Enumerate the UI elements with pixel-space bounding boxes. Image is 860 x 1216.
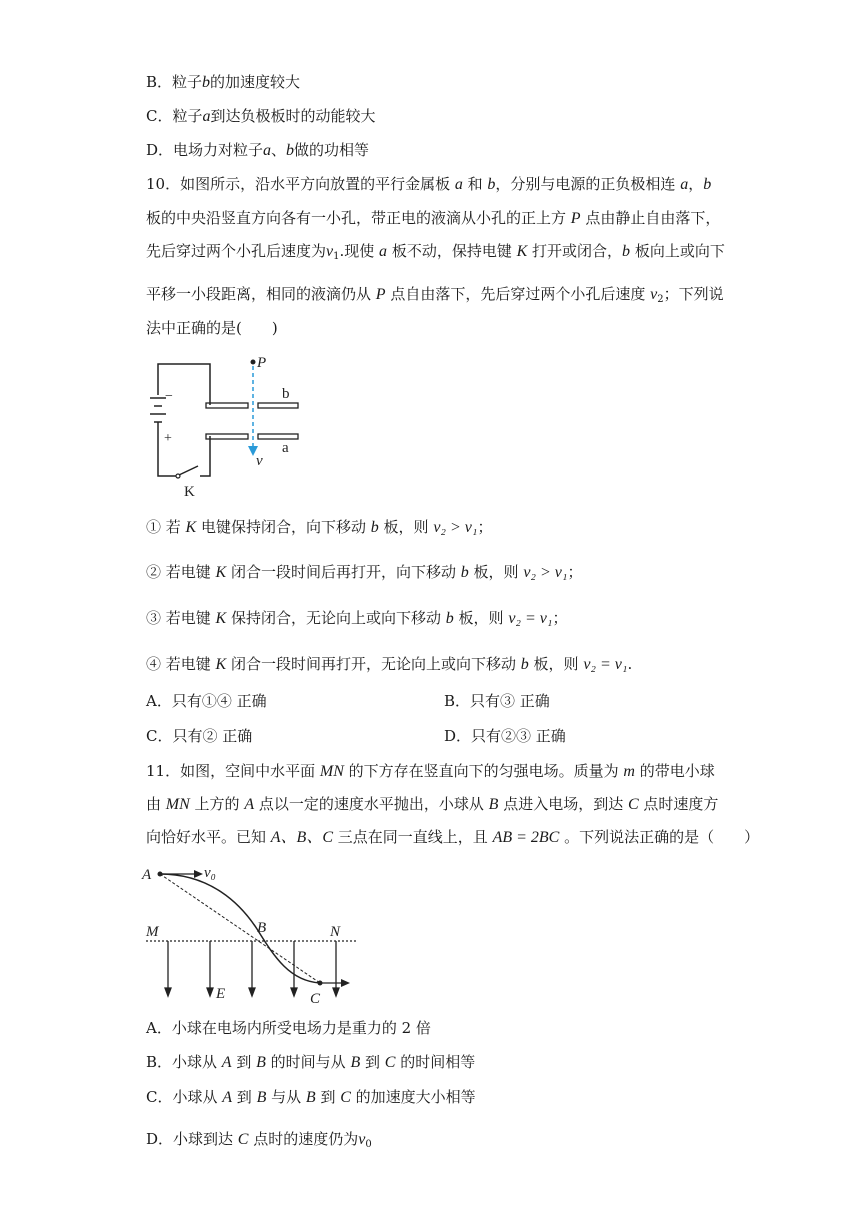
var: K	[215, 656, 227, 673]
q11-option-b	[146, 1052, 475, 1073]
switch-k-label: K	[184, 484, 195, 500]
text: .	[627, 655, 633, 673]
battery-plus-label: +	[164, 431, 172, 446]
text: 先后穿过两个小孔后速度为	[146, 242, 327, 260]
subscript: 0	[365, 1139, 372, 1150]
var: C	[237, 1131, 249, 1148]
text: ① 若	[146, 518, 186, 536]
text: 做的功相等	[294, 141, 370, 159]
text: 点自由落下，先后穿过两个小孔后速度	[385, 285, 651, 303]
text: 打开或闭合，	[527, 242, 623, 260]
var: a	[202, 108, 211, 125]
label-e: E	[216, 986, 226, 1002]
var: a	[379, 243, 388, 260]
var: MN	[319, 763, 344, 780]
text: 到	[360, 1053, 385, 1071]
var: a	[454, 176, 463, 193]
text: 的加速度较大	[210, 73, 301, 91]
q10-stem-line-1	[146, 174, 711, 195]
text: .现使	[339, 242, 380, 260]
var: v	[358, 1131, 366, 1148]
q11-stem-line-2	[146, 794, 718, 815]
q10-statement-1	[146, 517, 492, 538]
label-n: N	[330, 924, 341, 940]
var: b	[703, 176, 712, 193]
q10-stem-line-2	[146, 208, 720, 229]
text: 点以一定的速度水平抛出，小球从	[254, 795, 489, 813]
text: ；	[552, 609, 568, 627]
q10-capacitor-figure	[148, 350, 308, 500]
text: 11．如图，空间中水平面	[146, 762, 320, 780]
text: 保持闭合，无论向上或向下移动	[226, 609, 446, 627]
q11-stem-line-1	[146, 761, 715, 782]
text: D．小球到达	[146, 1130, 238, 1148]
var: K	[185, 519, 197, 536]
text: ，分别与电源的正负极相连	[495, 175, 681, 193]
text: 电键保持闭合，向下移动	[196, 518, 371, 536]
q11-option-d	[146, 1129, 372, 1155]
plate-b-left	[206, 403, 248, 408]
text: C．粒子	[146, 107, 203, 125]
text: 板，则	[528, 655, 584, 673]
text: ，	[688, 175, 704, 193]
q10-stem-line-3	[146, 241, 725, 267]
var: K	[215, 610, 227, 627]
label-a: A	[142, 867, 152, 883]
q10-stem-line-4	[146, 284, 724, 310]
var: B	[350, 1054, 361, 1071]
text: 由	[146, 795, 166, 813]
text: 点时的速度仍为	[248, 1130, 359, 1148]
text: 的时间相等	[395, 1053, 476, 1071]
text: 的加速度大小相等	[350, 1088, 476, 1106]
var: b	[487, 176, 496, 193]
label-v0: v₀	[204, 865, 216, 881]
text: 板，则	[468, 563, 524, 581]
text: ② 若电键	[146, 563, 216, 581]
q11-trajectory-figure	[140, 858, 365, 1003]
text: 板，则	[453, 609, 509, 627]
var: A	[244, 796, 255, 813]
text: 闭合一段时间后再打开，向下移动	[226, 563, 461, 581]
var: v	[650, 286, 658, 303]
text: 点时速度方	[638, 795, 719, 813]
var: A	[222, 1089, 233, 1106]
q10-statement-2	[146, 562, 582, 583]
text: 到	[315, 1088, 341, 1106]
plate-a-right	[258, 434, 298, 439]
q11-option-c	[146, 1087, 476, 1108]
var: b	[520, 656, 529, 673]
plate-b-right	[258, 403, 298, 408]
plate-b-label: b	[282, 386, 290, 402]
text: ④ 若电键	[146, 655, 216, 673]
formula: v₂ = v₁	[508, 610, 553, 627]
text: 到	[231, 1053, 257, 1071]
text: 点进入电场，到达	[498, 795, 628, 813]
var: P	[375, 286, 386, 303]
var: a	[680, 176, 689, 193]
var: A、B、C	[270, 829, 334, 846]
var: v	[326, 243, 334, 260]
velocity-v-label: v	[256, 453, 263, 469]
text: 闭合一段时间再打开，无论向上或向下移动	[226, 655, 521, 673]
text: C．小球从	[146, 1088, 223, 1106]
var: C	[384, 1054, 396, 1071]
q9-option-b	[146, 72, 300, 93]
text: ；下列说	[663, 285, 724, 303]
text: 的带电小球	[634, 762, 715, 780]
formula: v₂ = v₁	[583, 656, 628, 673]
q10-option-d: D．只有②③ 正确	[444, 727, 566, 745]
text: 。下列说法正确的是（ ）	[559, 828, 760, 846]
var: b	[370, 519, 379, 536]
q10-statement-4	[146, 654, 632, 675]
text: 点由静止自由落下，	[585, 209, 721, 227]
label-c: C	[310, 991, 321, 1003]
text: B．粒子	[146, 73, 203, 91]
point-p-label: P	[257, 355, 267, 371]
text: 上方的	[189, 795, 245, 813]
text: 的时间与从	[265, 1053, 351, 1071]
plate-a-label: a	[282, 440, 289, 456]
var: b	[202, 74, 211, 91]
q11-stem-line-3	[146, 827, 759, 848]
formula: v₂ > v₁	[523, 564, 568, 581]
subscript: 2	[657, 294, 664, 305]
subscript: 1	[333, 251, 340, 262]
text: 板不动，保持电键	[387, 242, 517, 260]
var: A	[221, 1054, 232, 1071]
text: ；	[567, 563, 583, 581]
text: 三点在同一直线上，且	[333, 828, 493, 846]
text: ③ 若电键	[146, 609, 216, 627]
text: 和	[462, 175, 488, 193]
point-p	[251, 360, 256, 365]
var: C	[340, 1089, 351, 1106]
var: MN	[165, 796, 190, 813]
var: K	[215, 564, 227, 581]
line-ac	[160, 874, 320, 983]
q10-option-c: C．只有② 正确	[146, 727, 253, 745]
text: 板的中央沿竖直方向各有一小孔，带正电的液滴从小孔的正上方	[146, 209, 567, 227]
var: P	[570, 210, 581, 227]
text: 到达负极板时的动能较大	[210, 107, 376, 125]
label-b: B	[257, 920, 267, 936]
var: b	[286, 142, 295, 159]
var: a	[263, 142, 272, 159]
text: 到	[232, 1088, 257, 1106]
text: 10．如图所示，沿水平方向放置的平行金属板	[146, 175, 455, 193]
text: D．电场力对粒子	[146, 141, 264, 159]
q9-option-d	[146, 140, 369, 161]
text: 、	[271, 141, 287, 159]
var: B	[305, 1089, 316, 1106]
var: b	[445, 610, 454, 627]
var: b	[622, 243, 631, 260]
battery-minus-label: −	[165, 389, 173, 404]
text: 板向上或向下	[630, 242, 725, 260]
var: B	[256, 1054, 266, 1071]
plate-a-left	[206, 434, 248, 439]
q11-option-a: A．小球在电场内所受电场力是重力的 2 倍	[146, 1019, 431, 1037]
text: B．小球从	[146, 1053, 222, 1071]
text: 板，则	[378, 518, 434, 536]
label-m: M	[146, 924, 159, 940]
q10-option-b: B．只有③ 正确	[444, 692, 550, 710]
q9-option-c	[146, 106, 376, 127]
var: m	[623, 763, 635, 780]
var: B	[488, 796, 499, 813]
q10-statement-3	[146, 608, 567, 629]
text: ；	[477, 518, 493, 536]
text: 平移一小段距离，相同的液滴仍从	[146, 285, 376, 303]
var: b	[460, 564, 469, 581]
var: K	[516, 243, 528, 260]
var: C	[627, 796, 639, 813]
q10-option-a: A．只有①④ 正确	[146, 692, 267, 710]
field-arrows	[165, 941, 339, 996]
text: 与从	[266, 1088, 306, 1106]
formula: v₂ > v₁	[433, 519, 478, 536]
var: B	[256, 1089, 267, 1106]
formula: AB = 2BC	[492, 829, 560, 846]
text: 的下方存在竖直向下的匀强电场。质量为	[343, 762, 624, 780]
q10-stem-line-5: 法中正确的是( )	[146, 319, 278, 337]
text: 向恰好水平。已知	[146, 828, 271, 846]
